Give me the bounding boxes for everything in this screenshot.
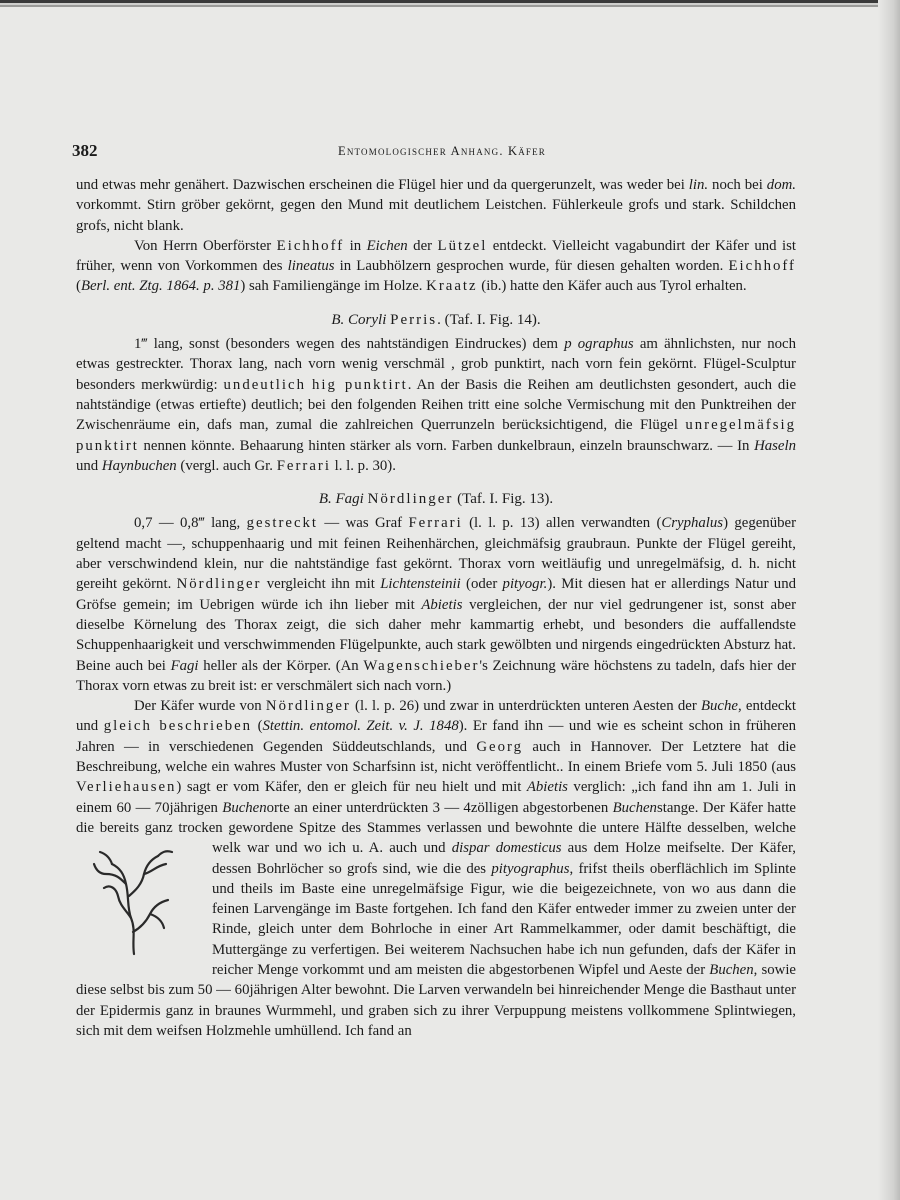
- text-run: ). Er fand ihn — und wie es scheint schon in früheren Jahren — in verschiedenen Gegenden Süddeutschlands, und: [76, 718, 796, 755]
- text-run: ) sagt er vom Käfer, den er gleich für neu hielt und mit: [176, 779, 527, 796]
- text-run: ) gegenüber geltend macht —, schuppenhaarig und mit feinen Reihenhärchen, gleichmäfsig graubraun. Punkte der Flügel gereiht, aber verschwindend klein, nur die nahtständige fast gekörnt. Thorax vorn weitläufig und unregelmäfsig, d. h. nicht gereiht gekörnt.: [76, 515, 797, 593]
- page-number: 382: [72, 141, 98, 160]
- text-run: Von Herrn Oberförster: [134, 237, 277, 254]
- spaced-name: Nördlinger: [265, 698, 351, 715]
- text-run: der: [407, 237, 438, 254]
- text-run: auch in Hannover. Der Letztere hat die Beschreibung, welche ein wahres Muster von Scharfsinn ist, nicht veröffentlicht.. In einem Briefe vom 5. Juli 1850 (aus: [76, 738, 796, 776]
- italic-run: Abietis: [421, 596, 463, 613]
- text-run: (: [252, 718, 263, 735]
- author-name: Perris: [390, 311, 438, 328]
- text-run: in Laubhölzern gesprochen wurde, für diesen gehalten worden.: [334, 258, 729, 275]
- italic-run: dispar: [451, 840, 490, 857]
- paragraph-fagi-description: [76, 513, 796, 696]
- text-run: verglich: „ich fand ihn am 1. Juli in einem 60 — 70jährigen: [76, 779, 797, 816]
- italic-run: Eichen: [366, 237, 408, 254]
- text-run: (l. l. p. 26) und zwar in unterdrückten unteren Aesten der: [350, 698, 701, 715]
- italic-run: Buchen: [709, 961, 754, 978]
- spaced-name: Kraatz: [426, 278, 478, 295]
- text-run: vorkommt. Stirn gröber gekörnt, gegen den Mund mit deutlichem Leistchen. Fühlerkeule grofs und stark. Schildchen grofs, nicht blank.: [76, 197, 796, 234]
- text-run: orte an einer unterdrückten 3 — 4zölligen abgestorbenen: [266, 799, 613, 816]
- text-run: ). Mit diesen hat er allerdings Natur und Gröfse gemein; im Uebrigen würde ich ihn lieber mit: [76, 576, 796, 613]
- spaced-name: Verliehausen: [76, 779, 177, 796]
- text-run: 's Zeichnung wäre höchstens zu tadeln, dafs hier der Thorax vorn etwas zu breit ist: er verschmälert sich nach vorn.): [76, 657, 796, 694]
- italic-run: Haseln: [754, 437, 796, 454]
- italic-run: lineatus: [287, 258, 335, 275]
- italic-run: Cryphalus: [661, 515, 724, 532]
- paragraph-coryli: [76, 334, 796, 476]
- text-run: ertiefte) deutlich; bei den folgenden Reihen tritt eine solche Vermischung mit den Punktreihen der Zwischenräume ein, dafs man, zumal die zahlreichen Querrunzeln berücksichtigend, die Flügel: [76, 396, 796, 434]
- paragraph-eichhoff: [76, 236, 796, 297]
- text-run: , entdeckt und: [76, 698, 797, 735]
- running-title: Entomologischer Anhang. Käfer: [337, 144, 547, 158]
- spaced-name: Georg: [476, 738, 524, 755]
- italic-run: Haynbuchen: [101, 457, 177, 474]
- text-run: entdeckt. Vielleicht vagabundirt der Käfer und ist früher, wenn von Vorkommen des: [76, 237, 796, 275]
- italic-run: pityographus: [491, 860, 570, 877]
- gallery-figure: [76, 844, 204, 962]
- text-run: und etwas mehr genähert. Dazwischen erscheinen die Flügel hier und da quergerunzelt, was weder bei: [76, 177, 689, 193]
- spaced-text: unregelmäfsig punktirt: [76, 417, 796, 454]
- text-run: , sowie diese selbst bis zum 50 — 60jährigen Alter bewohnt. Die Larven verwandeln bei hinreichender Menge die Basthaut unter der Epidermis ganz in braunes Wurmmehl, und graben sich zu ihrer Verpuppung meistens vollkommene Splintwiegen, sich mit dem weifsen Holzmehle umhüllend. Ich fand an: [76, 961, 796, 1039]
- species-heading-coryli: [76, 310, 796, 330]
- species-name: B. Coryli: [331, 311, 387, 328]
- spaced-text: undeutlich: [223, 376, 306, 393]
- text-run: noch bei: [708, 177, 767, 193]
- text-run: . An der Basis die Reihen am deutlichsten gesondert, auch die nahtständige (etwas: [76, 376, 797, 413]
- spaced-name: Eichhoff: [728, 258, 796, 275]
- page-header: [72, 141, 812, 163]
- page-body: [76, 175, 796, 1041]
- text-run: ) sah Familiengänge im Holze.: [240, 278, 427, 295]
- text-run: und: [76, 457, 102, 474]
- italic-run: p: [564, 336, 572, 353]
- spaced-name: Ferrari: [276, 457, 331, 474]
- text-run: . (Taf. I. Fig. 14).: [437, 311, 541, 328]
- paragraph-continuation: [76, 175, 796, 236]
- italic-run: Fagi: [170, 657, 199, 674]
- beetle-gallery-drawing: [76, 844, 204, 962]
- italic-run: Lichtensteinii: [380, 576, 461, 593]
- text-run: , frifst theils oberflächlich im Splinte und theils im Baste eine unregelmäfsige Figur, wie die beigezeichnete, von wo aus dann die feinen Larvengänge im Baste fortgehen. Ich fand den Käfer entweder immer zu zweien unter der Rinde, gleich unter dem Bohrloche in einer Art Rammelkammer, oder damit beschäftigt, die Muttergänge zu verfertigen. Bei weiterem Nachsuchen habe ich nun gefunden, dafs der Käfer in reicher Menge vorkommt und am meisten die abgestorbenen Wipfel und Aeste der: [212, 860, 796, 978]
- species-name: B. Fagi: [318, 491, 364, 508]
- spaced-text: hig punktirt: [311, 376, 408, 393]
- text-run: 0,7 — 0,8‴ lang,: [134, 515, 247, 532]
- text-run: (Taf. I. Fig. 13).: [453, 491, 554, 508]
- text-run: in: [344, 237, 367, 254]
- spaced-text: gleich beschrieben: [103, 718, 253, 735]
- italic-run: Berl. ent. Ztg. 1864. p. 381: [80, 278, 241, 295]
- text-run: vergleichen, der nur viel gedrungener ist, sonst aber dieselbe Körnelung des Thorax zeigt, die sich daher mehr kammartig erhebt, und besonders die auffallendste Schuppenhaarigkeit und verschwimmenden Flügelpunkte, auch stark gewölbten und nirgends eingedrückten Absturz hat. Beine auch bei: [76, 596, 797, 674]
- text-run: l. l. p. 30).: [330, 457, 396, 474]
- text-run: (l. l. p. 13) allen verwandten (: [462, 515, 662, 532]
- italic-run: ographus: [577, 336, 634, 353]
- species-heading-fagi: [76, 489, 796, 509]
- text-run: vergleicht ihn mit: [261, 576, 381, 593]
- author-name: Nördlinger: [367, 491, 454, 508]
- spaced-name: Eichhoff: [276, 237, 345, 254]
- text-run: aus dem Holze meifselte. Der Käfer, dessen Bohrlöcher so grofs sind, wie die des: [212, 840, 796, 877]
- spaced-name: Wagenschieber: [363, 657, 480, 674]
- italic-run: pityogr.: [502, 576, 548, 593]
- text-run: Der Käfer wurde von: [134, 698, 266, 715]
- text-run: (oder: [460, 576, 503, 593]
- italic-run: Buchen: [222, 799, 267, 816]
- text-run: heller als der Körper. (An: [198, 657, 364, 674]
- italic-run: Abietis: [526, 779, 568, 796]
- italic-run: Buche: [700, 698, 738, 715]
- spaced-text: gestreckt: [246, 515, 319, 532]
- italic-run: Stettin. entomol. Zeit. v. J. 1848: [262, 718, 459, 735]
- scan-top-edge: [0, 0, 900, 12]
- scan-right-edge: [878, 0, 900, 1200]
- italic-run: Buchen: [612, 799, 657, 816]
- text-run: (vergl. auch Gr.: [176, 457, 277, 474]
- text-run: nennen könnte. Behaarung hinten stärker als vorn. Farben dunkelbraun, einzeln braunschwarz. — In: [138, 437, 755, 454]
- text-run: stange. Der Käfer hatte die bereits ganz trocken gewordene Spitze des Stammes verlassen und bewohnte die untere Hälfte desselben, welche welk war und wo ich u. A. auch: [76, 799, 796, 857]
- text-run: am ähnlichsten, nur noch etwas gestreckter. Thorax lang, nach vorn wenig verschmäl: [76, 336, 796, 373]
- italic-run: dom.: [766, 177, 796, 193]
- italic-run: lin.: [688, 177, 709, 193]
- text-run: , grob punktirt, nach vorn fein gekörnt. Flügel-Sculptur besonders merkwürdig:: [76, 356, 796, 393]
- text-run: — was Graf: [318, 515, 409, 532]
- text-run: (ib.) hatte den Käfer auch aus Tyrol erhalten.: [477, 278, 747, 295]
- italic-run: domesticus: [495, 840, 562, 857]
- spaced-name: Lützel: [437, 237, 488, 254]
- text-run: und: [423, 840, 452, 857]
- paragraph-fagi-discovery: [76, 696, 796, 1041]
- spaced-name: Ferrari: [408, 515, 463, 532]
- text-run: 1‴ lang, sonst (besonders wegen des nahtständigen Eindruckes) dem: [134, 336, 565, 353]
- text-run: (: [76, 278, 81, 295]
- spaced-name: Nördlinger: [176, 576, 262, 593]
